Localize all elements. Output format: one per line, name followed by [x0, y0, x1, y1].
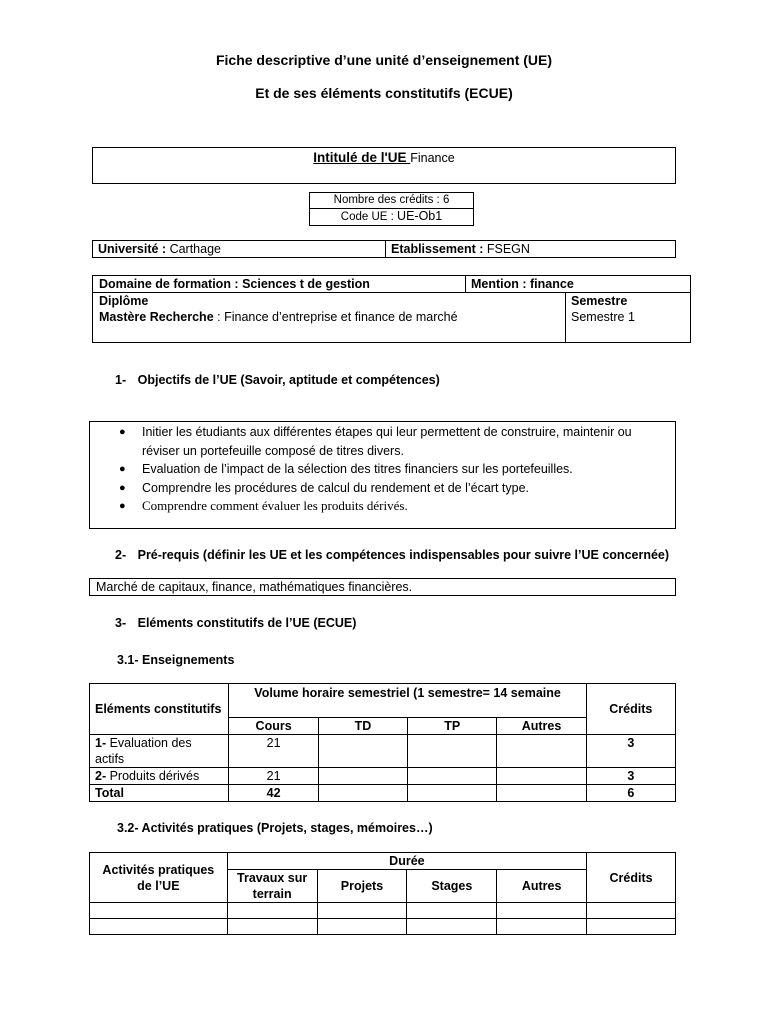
establishment-cell	[386, 241, 676, 258]
section1-heading	[115, 373, 440, 387]
section3-1-heading: 3.1- Enseignements	[117, 653, 235, 667]
row-number: 2-	[95, 769, 107, 783]
objective-text: Evaluation de l’impact de la sélection des titres financiers sur les portefeuilles.	[142, 462, 573, 476]
total-cours: 42	[229, 785, 318, 802]
row-credits: 3	[586, 735, 675, 768]
diploma-label: Diplôme	[99, 294, 149, 308]
diploma-value: : Finance d’entreprise et finance de marché	[213, 310, 458, 324]
bullet-icon: ●	[119, 426, 126, 438]
objective-item	[119, 497, 671, 516]
total-row	[90, 785, 676, 802]
activities-table	[89, 852, 676, 935]
total-label: Total	[90, 785, 229, 802]
section2-heading	[115, 548, 669, 562]
ue-code-value: UE-Ob1	[397, 209, 443, 223]
ue-code	[310, 209, 474, 226]
header-elements: Eléments constitutifs	[90, 684, 229, 735]
domain: Domaine de formation : Sciences t de gestion	[99, 277, 370, 291]
credits-count: Nombre des crédits : 6	[310, 193, 474, 209]
header-stages: Stages	[407, 870, 497, 903]
section3-title: Eléments constitutifs de l’UE (ECUE)	[137, 616, 357, 630]
header-duree: Durée	[227, 853, 586, 870]
section1-title: Objectifs de l’UE (Savoir, aptitude et compétences)	[137, 373, 440, 387]
ue-code-label: Code UE :	[340, 211, 398, 223]
bullet-icon: ●	[119, 500, 126, 512]
objective-item	[119, 479, 671, 498]
section1-number: 1-	[115, 373, 127, 387]
row-cours: 21	[229, 735, 318, 768]
section3-2-heading: 3.2- Activités pratiques (Projets, stages, mémoires…)	[117, 821, 433, 835]
section3-number: 3-	[115, 616, 127, 630]
header-activities: Activités pratiques de l’UE	[90, 853, 228, 903]
credits-code-table	[309, 192, 474, 226]
row-cours: 21	[229, 768, 318, 785]
establishment-label: Etablissement :	[391, 242, 484, 256]
objective-item	[119, 423, 671, 460]
ue-title-value: Finance	[410, 151, 455, 165]
header-credits: Crédits	[587, 853, 676, 903]
table-row	[90, 768, 676, 785]
page-subtitle: Et de ses éléments constitutifs (ECUE)	[255, 85, 513, 101]
ue-title-box	[92, 147, 676, 184]
diploma	[99, 310, 458, 325]
row-credits: 3	[586, 768, 675, 785]
row-name: Evaluation des actifs	[95, 736, 192, 766]
diploma-type: Mastère Recherche	[99, 310, 214, 324]
row-number: 1-	[95, 736, 107, 750]
header-travaux: Travaux sur terrain	[227, 870, 317, 903]
table-row	[90, 903, 676, 919]
objectives-box	[89, 421, 676, 529]
semester-value: Semestre 1	[571, 310, 635, 324]
formation-box	[92, 275, 691, 343]
header-td: TD	[318, 718, 407, 735]
prerequisites-box: Marché de capitaux, finance, mathématiques financières.	[89, 578, 676, 596]
row-label	[90, 768, 229, 785]
row-td	[318, 735, 407, 768]
university-cell	[93, 241, 386, 258]
row-name: Produits dérivés	[106, 769, 200, 783]
objective-text: Initier les étudiants aux différentes étapes qui leur permettent de construire, maintenir ou réviser un portefeuille composé de titres divers.	[142, 425, 632, 458]
page-title: Fiche descriptive d’une unité d’enseignement (UE)	[215, 52, 553, 68]
row-label	[90, 735, 229, 768]
table-row	[90, 919, 676, 935]
table-row	[90, 735, 676, 768]
bullet-icon: ●	[119, 463, 126, 475]
section2-title: Pré-requis (définir les UE et les compétences indispensables pour suivre l’UE concernée)	[137, 548, 670, 562]
objective-item	[119, 460, 671, 479]
ue-title-label: Intitulé de l'UE	[313, 150, 411, 165]
objectives-list	[90, 422, 675, 516]
semester-label: Semestre	[571, 294, 628, 308]
row-tp	[408, 735, 497, 768]
header-projets: Projets	[317, 870, 407, 903]
institution-table	[92, 240, 676, 258]
university-value: Carthage	[166, 242, 221, 256]
row-autres	[497, 768, 586, 785]
mention: Mention : finance	[471, 277, 574, 291]
total-credits: 6	[586, 785, 675, 802]
header-autres: Autres	[497, 870, 587, 903]
row-td	[318, 768, 407, 785]
row-tp	[408, 768, 497, 785]
objective-text: Comprendre les procédures de calcul du rendement et de l’écart type.	[142, 480, 530, 495]
header-tp: TP	[408, 718, 497, 735]
section2-number: 2-	[115, 548, 127, 562]
university-label: Université :	[98, 242, 167, 256]
teaching-table	[89, 683, 676, 802]
establishment-value: FSEGN	[483, 242, 530, 256]
header-autres: Autres	[497, 718, 586, 735]
header-volume: Volume horaire semestriel (1 semestre= 14 semaine	[229, 684, 586, 718]
bullet-icon: ●	[119, 481, 126, 494]
header-cours: Cours	[229, 718, 318, 735]
objective-text: Comprendre comment évaluer les produits dérivés.	[142, 498, 408, 513]
row-autres	[497, 735, 586, 768]
section3-heading	[115, 616, 356, 630]
header-credits: Crédits	[586, 684, 675, 735]
